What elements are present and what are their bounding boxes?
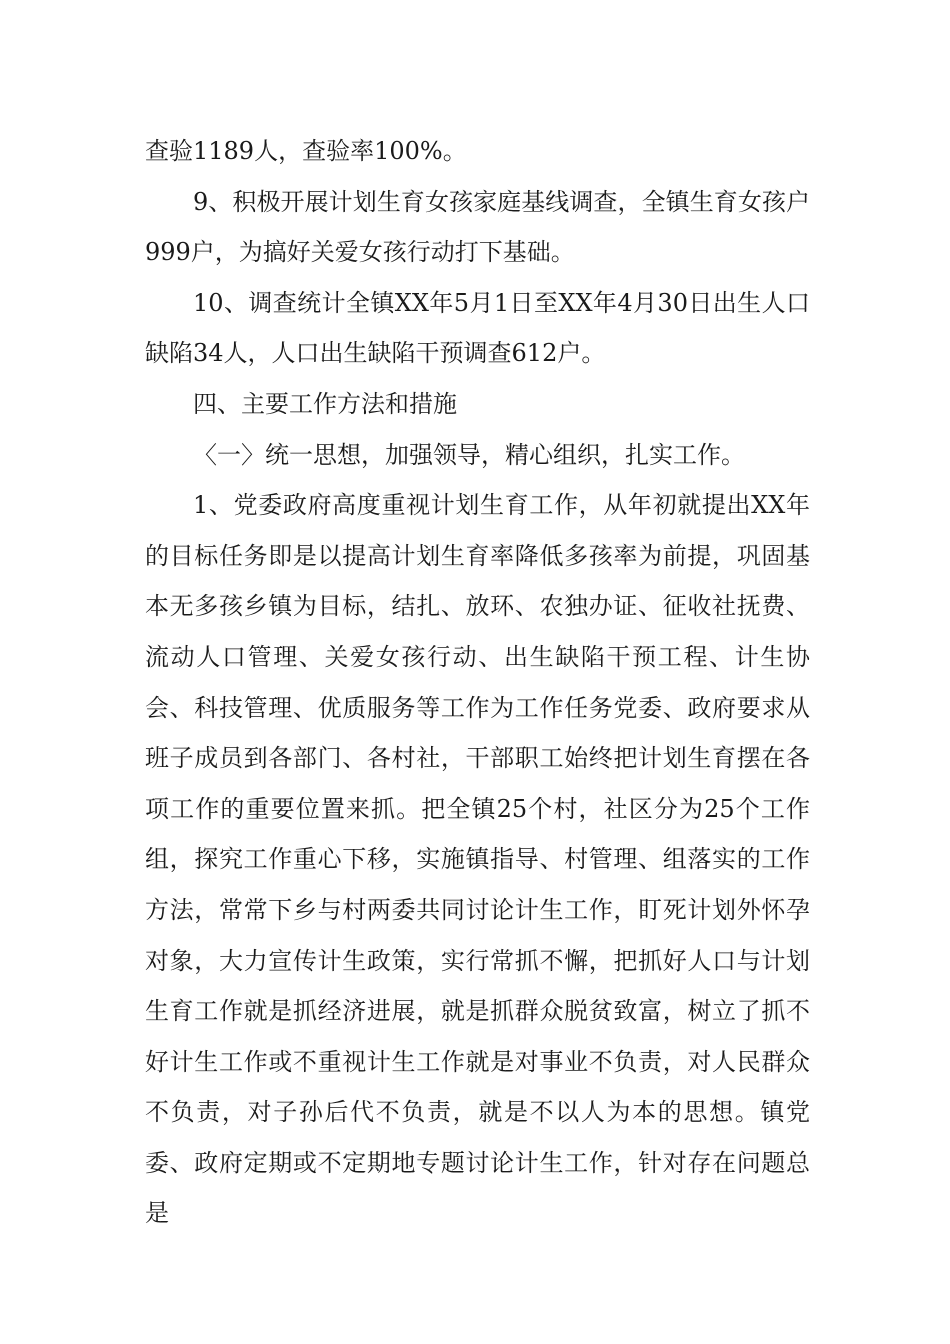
subsection-heading: 〈一〉统一思想，加强领导，精心组织，扎实工作。: [193, 440, 745, 469]
paragraph-1: 查验1189人，查验率100%。: [145, 137, 467, 165]
paragraph-4: 1、党委政府高度重视计划生育工作，从年初就提出XX年的目标任务即是以提高计划生育率降低多孩率为前提，巩固基本无多孩乡镇为目标，结扎、放环、农独办证、征收社抚费、流动人口管理、关爱女孩行动、出生缺陷干预工程、计生协会、科技管理、优质服务等工作为工作任务党委、政府要求从班子成员到各部门、各村社，干部职工始终把计划生育摆在各项工作的重要位置来抓。把全镇25个村，社区分为25个工作组，探究工作重心下移，实施镇指导、村管理、组落实的工作方法，常常下乡与村两委共同讨论计生工作，盯死计划外怀孕对象，大力宣传计生政策，实行常抓不懈，把抓好人口与计划生育工作就是抓经济进展，就是抓群众脱贫致富，树立了抓不好计生工作或不重视计生工作就是对事业不负责，对人民群众不负责，对子孙后代不负责，就是不以人为本的思想。镇党委、政府定期或不定期地专题讨论计生工作，针对存在问题总是: [145, 491, 810, 1228]
document-body: [145, 126, 810, 1239]
section-heading: 四、主要工作方法和措施: [193, 389, 457, 418]
paragraph-2: 9、积极开展计划生育女孩家庭基线调查，全镇生育女孩户999户，为搞好关爱女孩行动打下基础。: [145, 187, 810, 267]
paragraph-3: 10、调查统计全镇XX年5月1日至XX年4月30日出生人口缺陷34人，人口出生缺陷干预调查612户。: [145, 288, 810, 368]
